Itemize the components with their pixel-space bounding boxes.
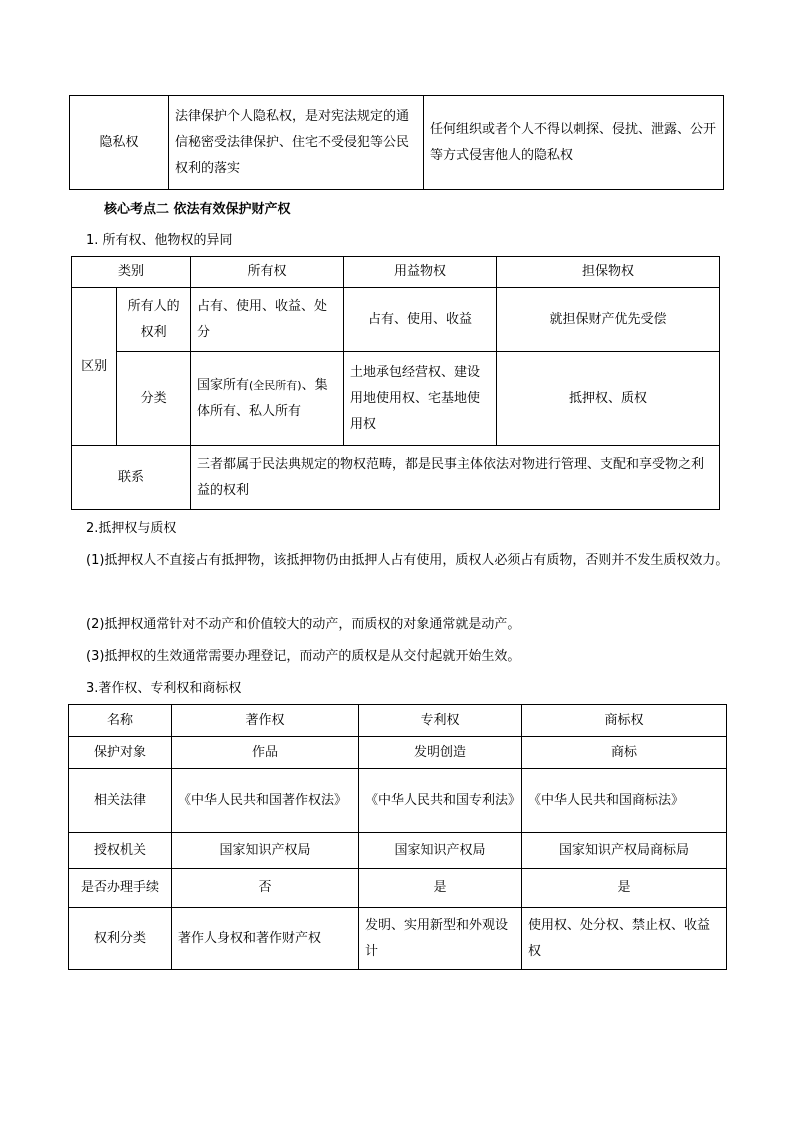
subsection-title-1: 1. 所有权、他物权的异同 [86,233,233,248]
header-cell: 著作权 [172,705,359,737]
table-cell: 土地承包经营权、建设用地使用权、宅基地使用权 [344,352,497,446]
table-cell: 占有、使用、收益、处分 [191,288,344,352]
table-cell: 国家知识产权局 [359,833,522,869]
table-row [72,446,720,510]
table-row [69,769,727,833]
header-cell: 所有权 [191,257,344,288]
row-label-cell: 分类 [117,352,191,446]
row-label-cell: 保护对象 [69,737,172,769]
privacy-rule-cell: 任何组织或者个人不得以刺探、侵扰、泄露、公开等方式侵害他人的隐私权 [424,96,724,190]
table-row [69,869,727,908]
cell-note: (全民所有) [249,378,302,392]
table-header-row [69,705,727,737]
table-cell: 抵押权、质权 [497,352,720,446]
table-cell: 国家知识产权局商标局 [522,833,727,869]
table-cell: 占有、使用、收益 [344,288,497,352]
privacy-table [69,95,724,190]
paragraph: (3)抵押权的生效通常需要办理登记，而动产的质权是从交付起就开始生效。 [86,649,521,664]
cell-text: 、集体所有、私人所有 [197,377,328,419]
table-cell: 《中华人民共和国著作权法》 [172,769,359,833]
row-label-cell: 是否办理手续 [69,869,172,908]
table-cell: 《中华人民共和国专利法》 [359,769,522,833]
header-cell: 用益物权 [344,257,497,288]
paragraph: (2)抵押权通常针对不动产和价值较大的动产，而质权的对象通常就是动产。 [86,617,521,632]
row-label-cell: 授权机关 [69,833,172,869]
table-row [70,96,724,190]
row-label-cell: 相关法律 [69,769,172,833]
table-cell: 《中华人民共和国商标法》 [522,769,727,833]
table-row [72,352,720,446]
table-cell: 商标 [522,737,727,769]
header-cell: 商标权 [522,705,727,737]
table-cell: 就担保财产优先受偿 [497,288,720,352]
row-label-cell: 权利分类 [69,908,172,970]
privacy-name-cell: 隐私权 [70,96,169,190]
row-label-cell: 联系 [72,446,191,510]
table-cell: 著作人身权和著作财产权 [172,908,359,970]
table-cell: 是 [359,869,522,908]
table-cell: 否 [172,869,359,908]
header-cell: 专利权 [359,705,522,737]
header-cell: 名称 [69,705,172,737]
table-cell: 使用权、处分权、禁止权、收益权 [522,908,727,970]
paragraph: (1)抵押权人不直接占有抵押物，该抵押物仍由抵押人占有使用，质权人必须占有质物，否则并不发生质权效力。 [86,553,729,568]
cell-text: 国家所有 [197,377,250,393]
table-cell: 作品 [172,737,359,769]
diff-label-cell: 区别 [72,288,117,446]
table-cell [191,352,344,446]
privacy-desc-cell: 法律保护个人隐私权，是对宪法规定的通信秘密受法律保护、住宅不受侵犯等公民权利的落实 [169,96,424,190]
table-cell: 发明创造 [359,737,522,769]
subsection-title-2: 2.抵押权与质权 [86,521,177,536]
table-cell: 三者都属于民法典规定的物权范畴，都是民事主体依法对物进行管理、支配和享受物之利益的权利 [191,446,720,510]
ip-rights-table [68,704,727,970]
table-row [69,737,727,769]
table-cell: 发明、实用新型和外观设计 [359,908,522,970]
table-cell: 是 [522,869,727,908]
property-rights-table [71,256,720,510]
table-row [72,288,720,352]
subsection-title-3: 3.著作权、专利权和商标权 [86,681,242,696]
table-row [69,833,727,869]
table-header-row [72,257,720,288]
row-label-cell: 所有人的权利 [117,288,191,352]
section-title: 核心考点二 依法有效保护财产权 [104,202,291,217]
table-row [69,908,727,970]
header-cell: 担保物权 [497,257,720,288]
table-cell: 国家知识产权局 [172,833,359,869]
header-cell: 类别 [72,257,191,288]
